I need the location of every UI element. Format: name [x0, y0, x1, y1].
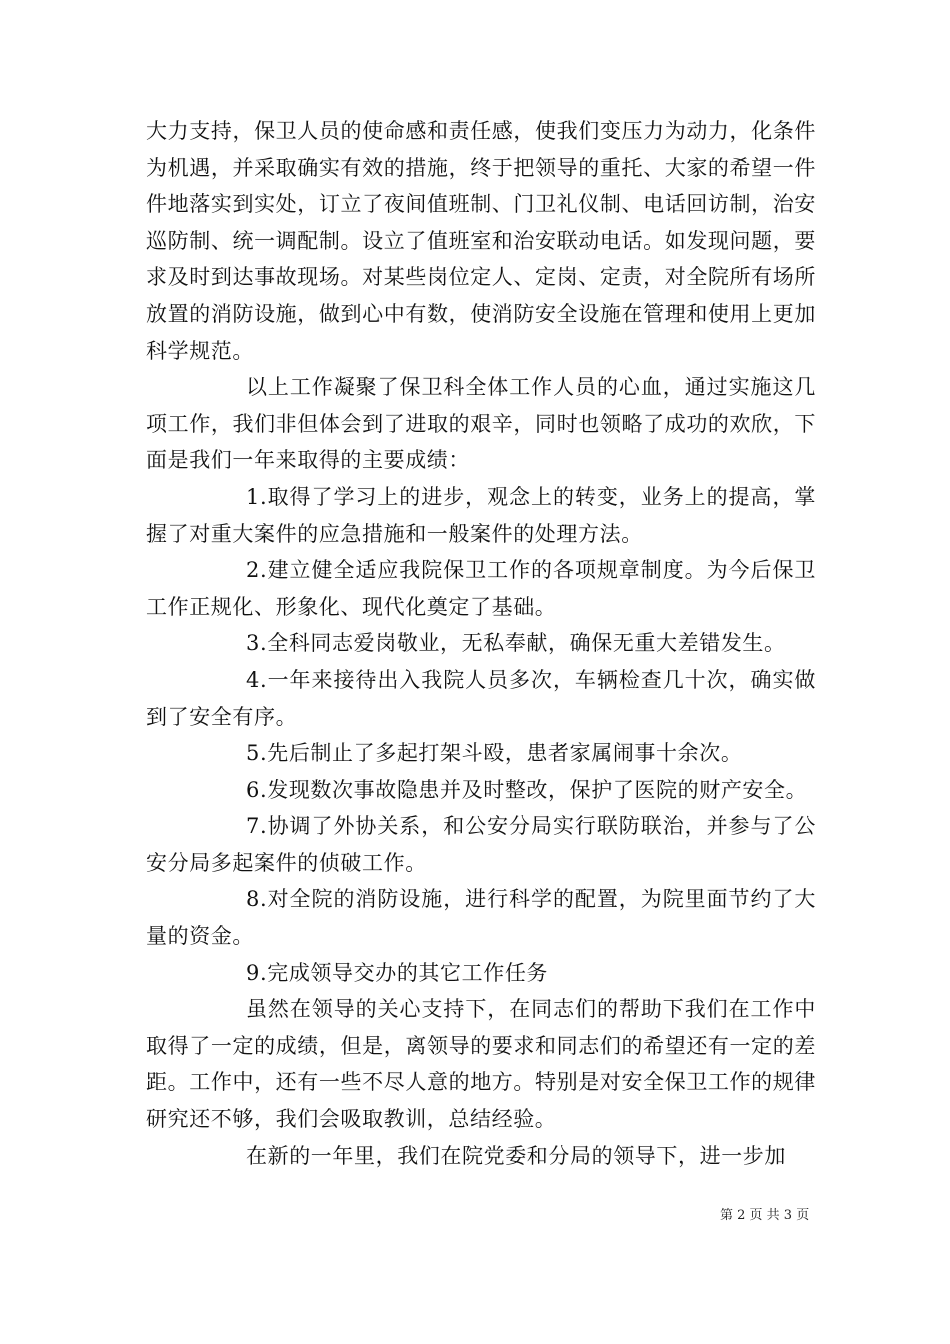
list-item: 6.发现数次事故隐患并及时整改，保护了医院的财产安全。 [246, 777, 808, 802]
list-item: 9.完成领导交办的其它工作任务 [246, 960, 549, 985]
list-item: 2.建立健全适应我院保卫工作的各项规章制度。为今后保卫工作正规化、形象化、现代化奠定了基础。 [146, 558, 816, 619]
list-item: 1.取得了学习上的进步，观念上的转变，业务上的提高，掌握了对重大案件的应急措施和一般案件的处理方法。 [146, 484, 816, 546]
paragraph: 以上工作凝聚了保卫科全体工作人员的心血，通过实施这几项工作，我们非但体会到了进取的艰辛，同时也领略了成功的欢欣，下面是我们一年来取得的主要成绩： [146, 375, 816, 473]
list-item: 4.一年来接待出入我院人员多次，车辆检查几十次，确实做到了安全有序。 [146, 667, 816, 729]
paragraph: 在新的一年里，我们在院党委和分局的领导下，进一步加 [246, 1143, 786, 1168]
list-item: 7.协调了外协关系，和公安分局实行联防联治，并参与了公安分局多起案件的侦破工作。 [146, 814, 816, 875]
paragraph: 虽然在领导的关心支持下，在同志们的帮助下我们在工作中取得了一定的成绩，但是，离领导的要求和同志们的希望还有一定的差距。工作中，还有一些不尽人意的地方。特别是对安全保卫工作的规律研究还不够，我们会吸取教训，总结经验。 [146, 997, 816, 1132]
list-item: 8.对全院的消防设施，进行科学的配置，为院里面节约了大量的资金。 [146, 887, 816, 949]
paragraph: 大力支持，保卫人员的使命感和责任感，使我们变压力为动力，化条件为机遇，并采取确实有效的措施，终于把领导的重托、大家的希望一件件地落实到实处，订立了夜间值班制、门卫礼仪制、电话回访制，治安巡防制、统一调配制。设立了值班室和治安联动电话。如发现问题，要求及时到达事故现场。对某些岗位定人、定岗、定责，对全院所有场所放置的消防设施，做到心中有数，使消防安全设施在管理和使用上更加科学规范。 [146, 119, 816, 363]
page-number: 第 2 页 共 3 页 [720, 1208, 810, 1223]
document-body [146, 113, 816, 1174]
list-item: 3.全科同志爱岗敬业，无私奉献，确保无重大差错发生。 [246, 631, 786, 656]
list-item: 5.先后制止了多起打架斗殴，患者家属闹事十余次。 [246, 741, 743, 766]
